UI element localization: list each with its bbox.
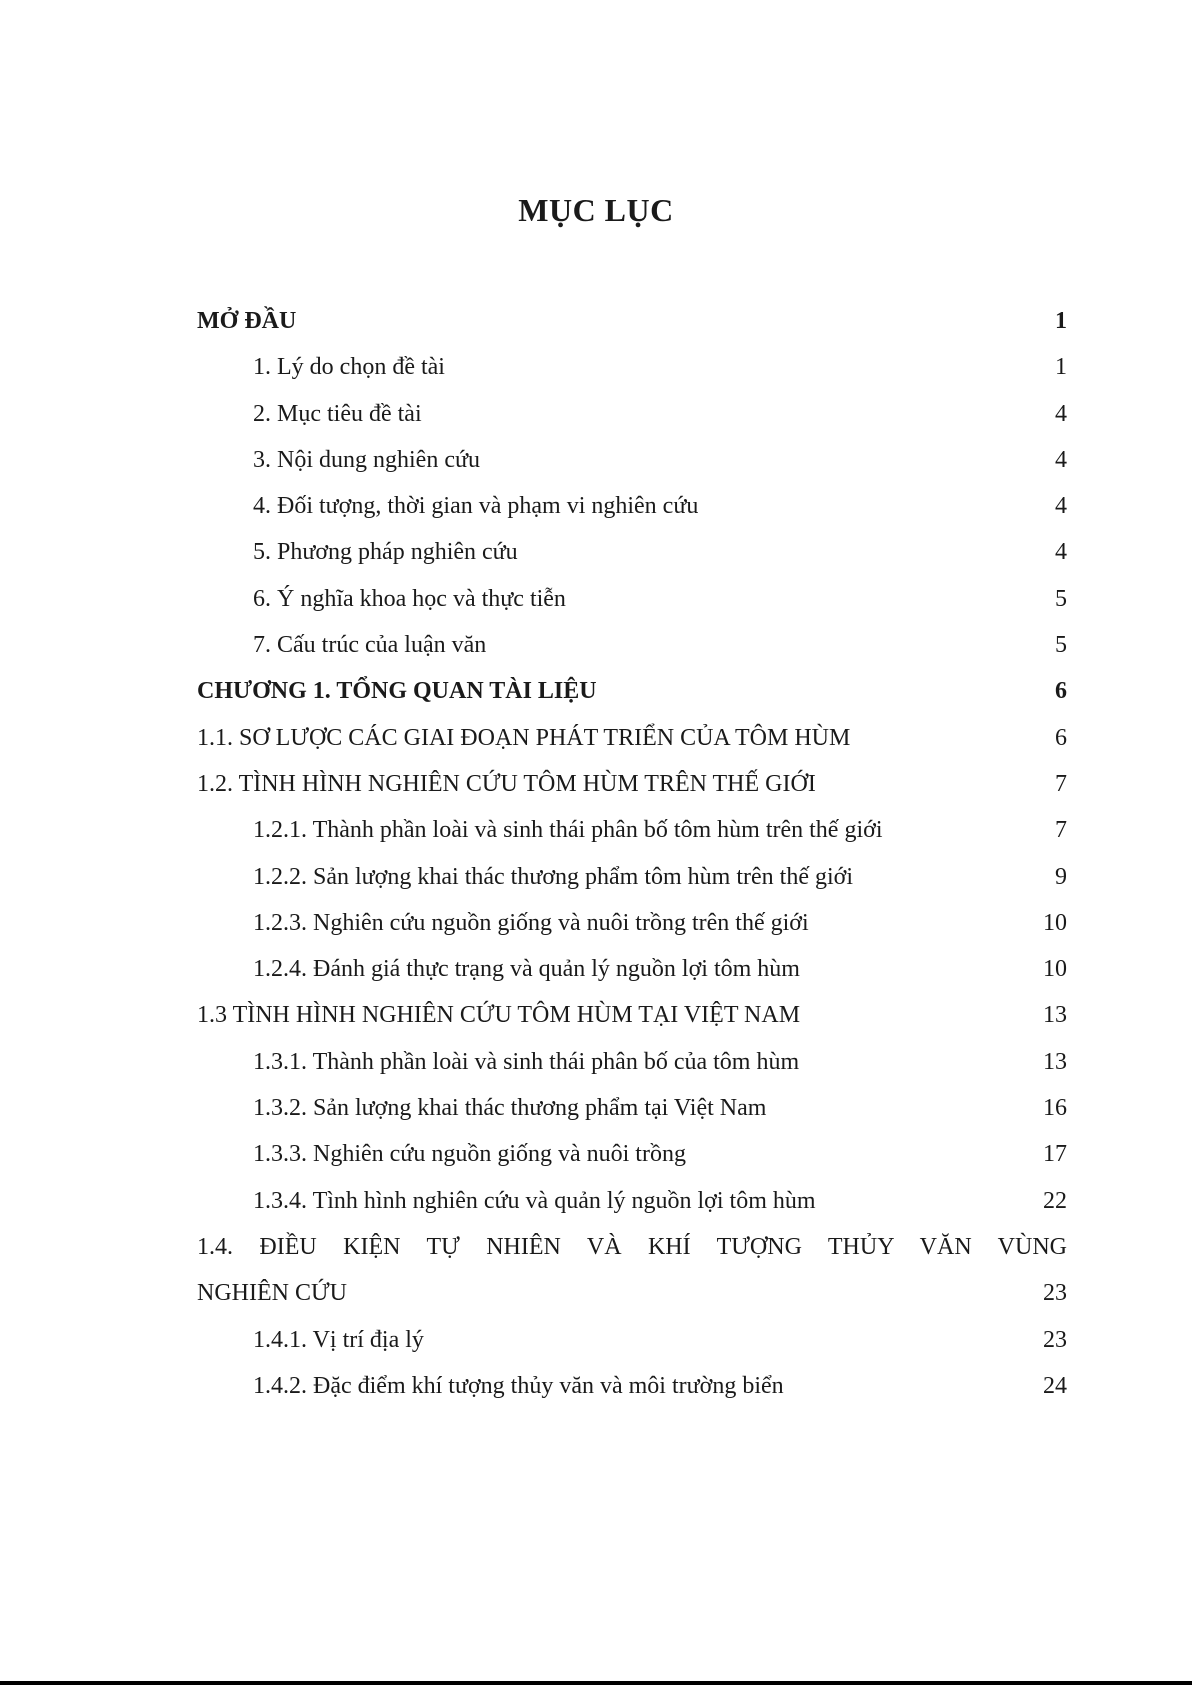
toc-entry[interactable] bbox=[197, 946, 1067, 992]
dot-leader bbox=[298, 327, 1053, 328]
toc-entry-page-number: 6 bbox=[1055, 724, 1067, 751]
dot-leader bbox=[802, 1021, 1041, 1022]
toc-entry[interactable] bbox=[197, 298, 1067, 344]
dot-leader bbox=[426, 1346, 1041, 1347]
toc-entry-page-number: 1 bbox=[1055, 354, 1067, 381]
dot-leader bbox=[818, 1207, 1041, 1208]
dot-leader bbox=[811, 929, 1041, 930]
toc-entry[interactable] bbox=[197, 668, 1067, 714]
toc-entry-label: 1.2.3. Nghiên cứu nguồn giống và nuôi trồng trên thế giới bbox=[253, 909, 809, 936]
page-title: MỤC LỤC bbox=[518, 192, 674, 228]
toc-entry[interactable] bbox=[197, 622, 1067, 668]
toc-entry[interactable] bbox=[197, 1178, 1067, 1224]
toc-entry[interactable] bbox=[197, 344, 1067, 390]
toc-entry-page-number: 22 bbox=[1043, 1187, 1067, 1214]
toc-entry-label: MỞ ĐẦU bbox=[197, 308, 297, 334]
toc-entry-label: 7. Cấu trúc của luận văn bbox=[253, 632, 487, 659]
toc-entry-page-number: 7 bbox=[1055, 817, 1067, 844]
toc-entry-label: 3. Nội dung nghiên cứu bbox=[253, 446, 480, 473]
toc-entry-label: 2. Mục tiêu đề tài bbox=[253, 400, 422, 427]
toc-entry[interactable] bbox=[197, 1085, 1067, 1131]
toc-entry-page-number: 4 bbox=[1055, 446, 1067, 473]
toc-entry-label: 1.4.1. Vị trí địa lý bbox=[253, 1326, 424, 1353]
toc-entry-label: CHƯƠNG 1. TỔNG QUAN TÀI LIỆU bbox=[197, 678, 597, 705]
toc-entry-page-number: 5 bbox=[1055, 632, 1067, 659]
dot-leader bbox=[568, 605, 1053, 606]
toc-entry-page-number: 6 bbox=[1055, 678, 1067, 705]
toc-entry-page-number: 13 bbox=[1043, 1048, 1067, 1075]
toc-entry[interactable] bbox=[197, 391, 1067, 437]
toc-entry[interactable] bbox=[197, 854, 1067, 900]
dot-leader bbox=[424, 420, 1053, 421]
toc-entry-label: 1.2.1. Thành phần loài và sinh thái phân bố tôm hùm trên thế giới bbox=[253, 817, 883, 844]
dot-leader bbox=[786, 1392, 1041, 1393]
toc-entry-page-number: 1 bbox=[1055, 308, 1067, 334]
toc-entry[interactable] bbox=[197, 483, 1067, 529]
toc-entry-page-number: 4 bbox=[1055, 539, 1067, 566]
toc-entry-page-number: 10 bbox=[1043, 956, 1067, 983]
dot-leader bbox=[855, 883, 1053, 884]
toc-entry-label: 1.3.1. Thành phần loài và sinh thái phân bố của tôm hùm bbox=[253, 1048, 800, 1075]
toc-entry-page-number: 17 bbox=[1043, 1141, 1067, 1168]
toc-entry-label: NGHIÊN CỨU bbox=[197, 1280, 347, 1307]
dot-leader bbox=[884, 836, 1053, 837]
toc-entry-label: 5. Phương pháp nghiên cứu bbox=[253, 539, 518, 566]
dot-leader bbox=[488, 651, 1053, 652]
toc-entry-wrapped-line[interactable]: 1.4. ĐIỀU KIỆN TỰ NHIÊN VÀ KHÍ TƯỢNG THỦY VĂN VÙNG bbox=[197, 1233, 1067, 1260]
toc-entry-page-number: 23 bbox=[1043, 1326, 1067, 1353]
toc-entry-page-number: 13 bbox=[1043, 1002, 1067, 1029]
dot-leader bbox=[818, 790, 1053, 791]
toc-entry-label: 1.3.2. Sản lượng khai thác thương phẩm tại Việt Nam bbox=[253, 1095, 767, 1122]
toc-entry-page-number: 5 bbox=[1055, 585, 1067, 612]
toc-entry[interactable] bbox=[197, 1317, 1067, 1363]
toc-entry[interactable] bbox=[197, 992, 1067, 1038]
toc-entry[interactable] bbox=[197, 761, 1067, 807]
dot-leader bbox=[447, 373, 1053, 374]
toc-entry-label: 1.2.2. Sản lượng khai thác thương phẩm tôm hùm trên thế giới bbox=[253, 863, 854, 890]
toc-entry-page-number: 9 bbox=[1055, 863, 1067, 890]
toc-entry-page-number: 10 bbox=[1043, 909, 1067, 936]
toc-entry-label: 1.4.2. Đặc điểm khí tượng thủy văn và môi trường biển bbox=[253, 1372, 784, 1399]
toc-entry-page-number: 23 bbox=[1043, 1280, 1067, 1307]
dot-leader bbox=[801, 1068, 1041, 1069]
toc-entry-label: 6. Ý nghĩa khoa học và thực tiễn bbox=[253, 585, 566, 612]
toc-entry-page-number: 4 bbox=[1055, 400, 1067, 427]
dot-leader bbox=[768, 1114, 1041, 1115]
toc-entry-label: 1.3.3. Nghiên cứu nguồn giống và nuôi trồng bbox=[253, 1141, 686, 1168]
toc-entry[interactable] bbox=[197, 715, 1067, 761]
toc-entry[interactable] bbox=[197, 1039, 1067, 1085]
dot-leader bbox=[700, 512, 1053, 513]
toc-entry-page-number: 16 bbox=[1043, 1095, 1067, 1122]
table-of-contents bbox=[197, 298, 1067, 1409]
dot-leader bbox=[688, 1160, 1041, 1161]
dot-leader bbox=[349, 1299, 1041, 1300]
toc-entry[interactable] bbox=[197, 529, 1067, 575]
dot-leader bbox=[482, 466, 1053, 467]
toc-entry-label: 1.2. TÌNH HÌNH NGHIÊN CỨU TÔM HÙM TRÊN THẾ GIỚI bbox=[197, 770, 816, 797]
dot-leader bbox=[599, 697, 1053, 698]
toc-entry[interactable] bbox=[197, 1363, 1067, 1409]
toc-entry-page-number: 4 bbox=[1055, 493, 1067, 520]
toc-entry[interactable] bbox=[197, 900, 1067, 946]
page-bottom-border bbox=[0, 1681, 1192, 1685]
toc-entry-label: 4. Đối tượng, thời gian và phạm vi nghiên cứu bbox=[253, 493, 699, 520]
toc-entry-label: 1.3.4. Tình hình nghiên cứu và quản lý nguồn lợi tôm hùm bbox=[253, 1187, 816, 1214]
toc-entry[interactable] bbox=[197, 807, 1067, 853]
dot-leader bbox=[520, 558, 1053, 559]
toc-entry-label: 1.3 TÌNH HÌNH NGHIÊN CỨU TÔM HÙM TẠI VIỆT NAM bbox=[197, 1002, 801, 1029]
toc-entry-label: 1. Lý do chọn đề tài bbox=[253, 354, 445, 381]
toc-entry[interactable] bbox=[197, 437, 1067, 483]
toc-entry-page-number: 24 bbox=[1043, 1372, 1067, 1399]
toc-entry[interactable] bbox=[197, 576, 1067, 622]
toc-entry[interactable] bbox=[197, 1270, 1067, 1316]
toc-entry-label: 1.1. SƠ LƯỢC CÁC GIAI ĐOẠN PHÁT TRIỂN CỦA TÔM HÙM bbox=[197, 724, 851, 751]
dot-leader bbox=[852, 744, 1053, 745]
toc-entry[interactable] bbox=[197, 1131, 1067, 1177]
toc-entry-page-number: 7 bbox=[1055, 770, 1067, 797]
toc-entry-label: 1.2.4. Đánh giá thực trạng và quản lý nguồn lợi tôm hùm bbox=[253, 956, 800, 983]
dot-leader bbox=[802, 975, 1041, 976]
